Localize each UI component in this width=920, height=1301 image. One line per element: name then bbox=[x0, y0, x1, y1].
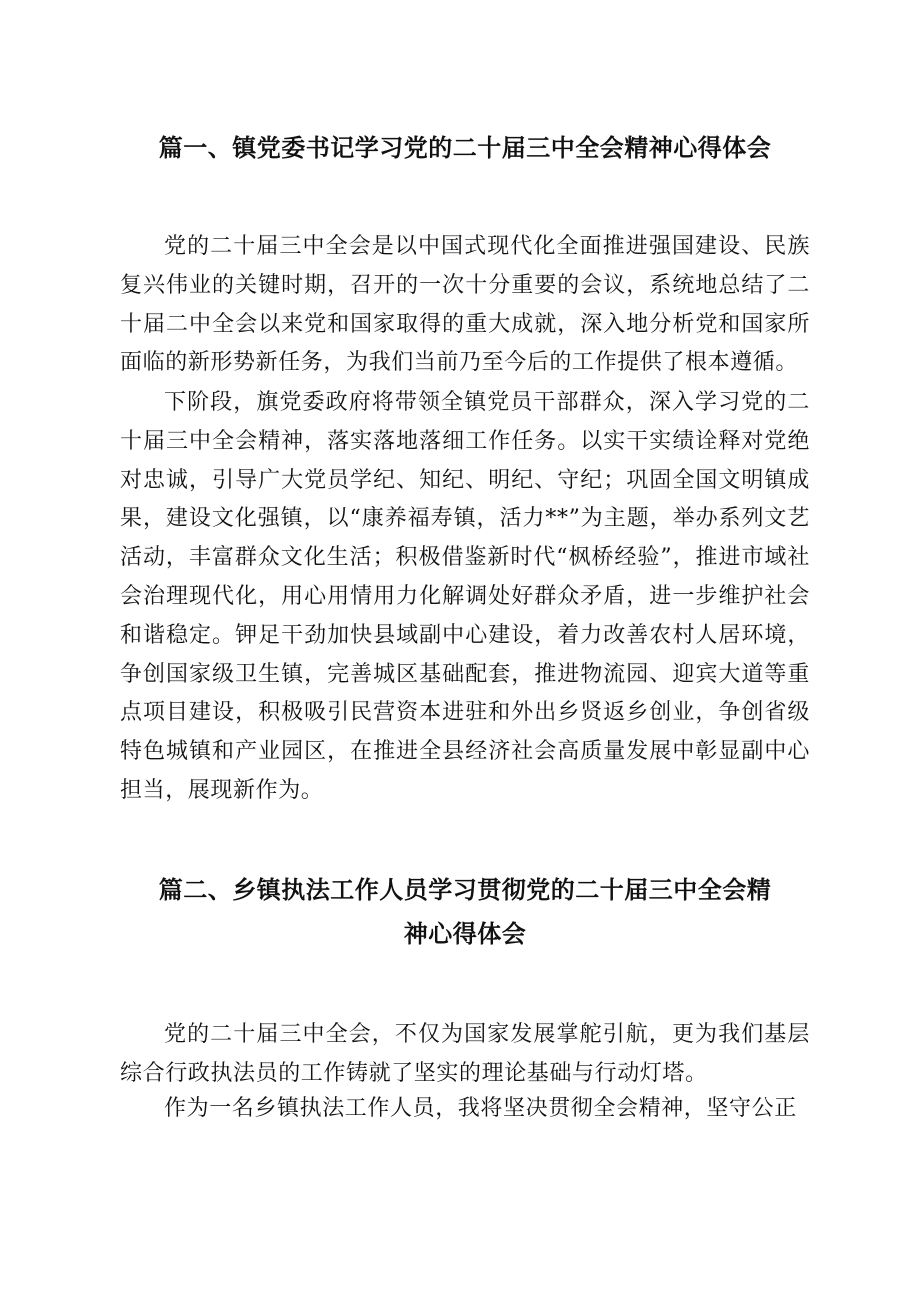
section1-paragraph-2: 下阶段，旗党委政府将带领全镇党员干部群众，深入学习党的二十届三中全会精神，落实落地落细工作任务。以实干实绩诠释对党绝对忠诚，引导广大党员学纪、知纪、明纪、守纪；巩固全国文明镇成果，建设文化强镇，以“康养福寿镇，活力**”为主题，举办系列文艺活动，丰富群众文化生活；积极借鉴新时代“枫桥经验”，推进市域社会治理现代化，用心用情用力化解调处好群众矛盾，进一步维护社会和谐稳定。钾足干劲加快县域副中心建设，着力改善农村人居环境，争创国家级卫生镇，完善城区基础配套，推进物流园、迎宾大道等重点项目建设，积极吸引民营资本进驻和外出乡贤返乡创业，争创省级特色城镇和产业园区，在推进全县经济社会高质量发展中彰显副中心担当，展现新作为。 bbox=[120, 390, 810, 803]
section2-paragraph-1: 党的二十届三中全会，不仅为国家发展掌舵引航，更为我们基层综合行政执法员的工作铸就了坚实的理论基础与行动灯塔。 bbox=[120, 1022, 810, 1086]
section1-paragraph-1: 党的二十届三中全会是以中国式现代化全面推进强国建设、民族复兴伟业的关键时期，召开的一次十分重要的会议，系统地总结了二十届二中全会以来党和国家取得的重大成就，深入地分析党和国家所面临的新形势新任务，为我们当前乃至今后的工作提供了根本遵循。 bbox=[120, 234, 810, 376]
section2-title bbox=[120, 868, 810, 956]
section2-paragraph-2: 作为一名乡镇执法工作人员，我将坚决贯彻全会精神，坚守公正 bbox=[164, 1096, 797, 1121]
section2-title-line-2: 神心得体会 bbox=[403, 920, 527, 948]
section1-title: 篇一、镇党委书记学习党的二十届三中全会精神心得体会 bbox=[158, 134, 772, 162]
section2-title-line-1: 篇二、乡镇执法工作人员学习贯彻党的二十届三中全会精 bbox=[158, 876, 772, 904]
